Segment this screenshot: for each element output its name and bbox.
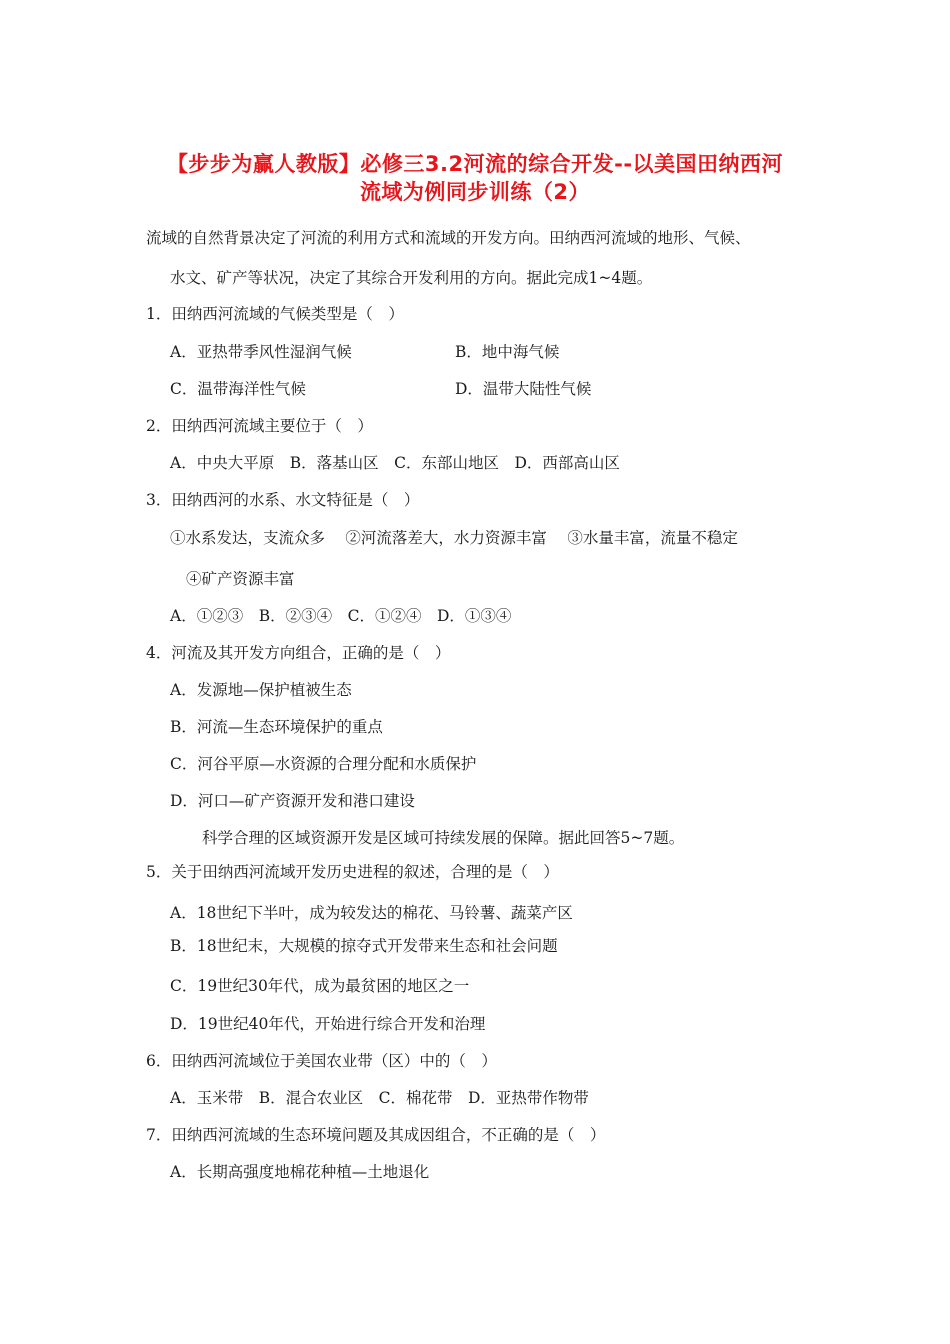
question-6-options: A．玉米带 B．混合农业区 C．棉花带 D．亚热带作物带 <box>170 1089 589 1107</box>
question-5-option-c: C．19世纪30年代，成为最贫困的地区之一 <box>170 977 470 995</box>
question-3-options: A．①②③ B．②③④ C．①②④ D．①③④ <box>170 607 512 625</box>
question-4-option-d: D．河口—矿产资源开发和港口建设 <box>170 792 415 810</box>
question-7-option-a: A．长期高强度地棉花种植—土地退化 <box>170 1163 430 1181</box>
question-3: 3．田纳西河的水系、水文特征是（ ） <box>146 491 420 509</box>
section-intro-5-7: 科学合理的区域资源开发是区域可持续发展的保障。据此回答5~7题。 <box>202 829 685 847</box>
document-title-line-2: 流域为例同步训练（2） <box>359 180 591 204</box>
question-5-option-a: A．18世纪下半叶，成为较发达的棉花、马铃薯、蔬菜产区 <box>170 904 573 922</box>
question-3-statement-4: ④矿产资源丰富 <box>186 570 295 588</box>
question-1-option-b: B．地中海气候 <box>455 343 560 361</box>
question-6: 6．田纳西河流域位于美国农业带（区）中的（ ） <box>146 1052 497 1070</box>
question-1: 1．田纳西河流域的气候类型是（ ） <box>146 305 404 323</box>
intro-paragraph-line-2: 水文、矿产等状况，决定了其综合开发利用的方向。据此完成1~4题。 <box>170 269 653 287</box>
document-title-line-1: 【步步为赢人教版】必修三3.2河流的综合开发--以美国田纳西河 <box>166 152 784 176</box>
question-2-options: A．中央大平原 B．落基山区 C．东部山地区 D．西部高山区 <box>170 454 620 472</box>
question-3-statements: ①水系发达，支流众多 ②河流落差大，水力资源丰富 ③水量丰富，流量不稳定 <box>170 529 738 547</box>
question-4-option-c: C．河谷平原—水资源的合理分配和水质保护 <box>170 755 477 773</box>
question-1-option-d: D．温带大陆性气候 <box>455 380 592 398</box>
question-5-option-b: B．18世纪末，大规模的掠夺式开发带来生态和社会问题 <box>170 937 558 955</box>
question-4-option-a: A．发源地—保护植被生态 <box>170 681 352 699</box>
question-1-option-c: C．温带海洋性气候 <box>170 380 306 398</box>
question-7: 7．田纳西河流域的生态环境问题及其成因组合，不正确的是（ ） <box>146 1126 606 1144</box>
question-5-option-d: D．19世纪40年代，开始进行综合开发和治理 <box>170 1015 486 1033</box>
question-5: 5．关于田纳西河流域开发历史进程的叙述，合理的是（ ） <box>146 863 559 881</box>
intro-paragraph-line-1: 流域的自然背景决定了河流的利用方式和流域的开发方向。田纳西河流域的地形、气候、 <box>146 229 751 247</box>
question-4: 4．河流及其开发方向组合，正确的是（ ） <box>146 644 451 662</box>
question-2: 2．田纳西河流域主要位于（ ） <box>146 417 373 435</box>
question-1-option-a: A．亚热带季风性湿润气候 <box>170 343 352 361</box>
question-4-option-b: B．河流—生态环境保护的重点 <box>170 718 383 736</box>
